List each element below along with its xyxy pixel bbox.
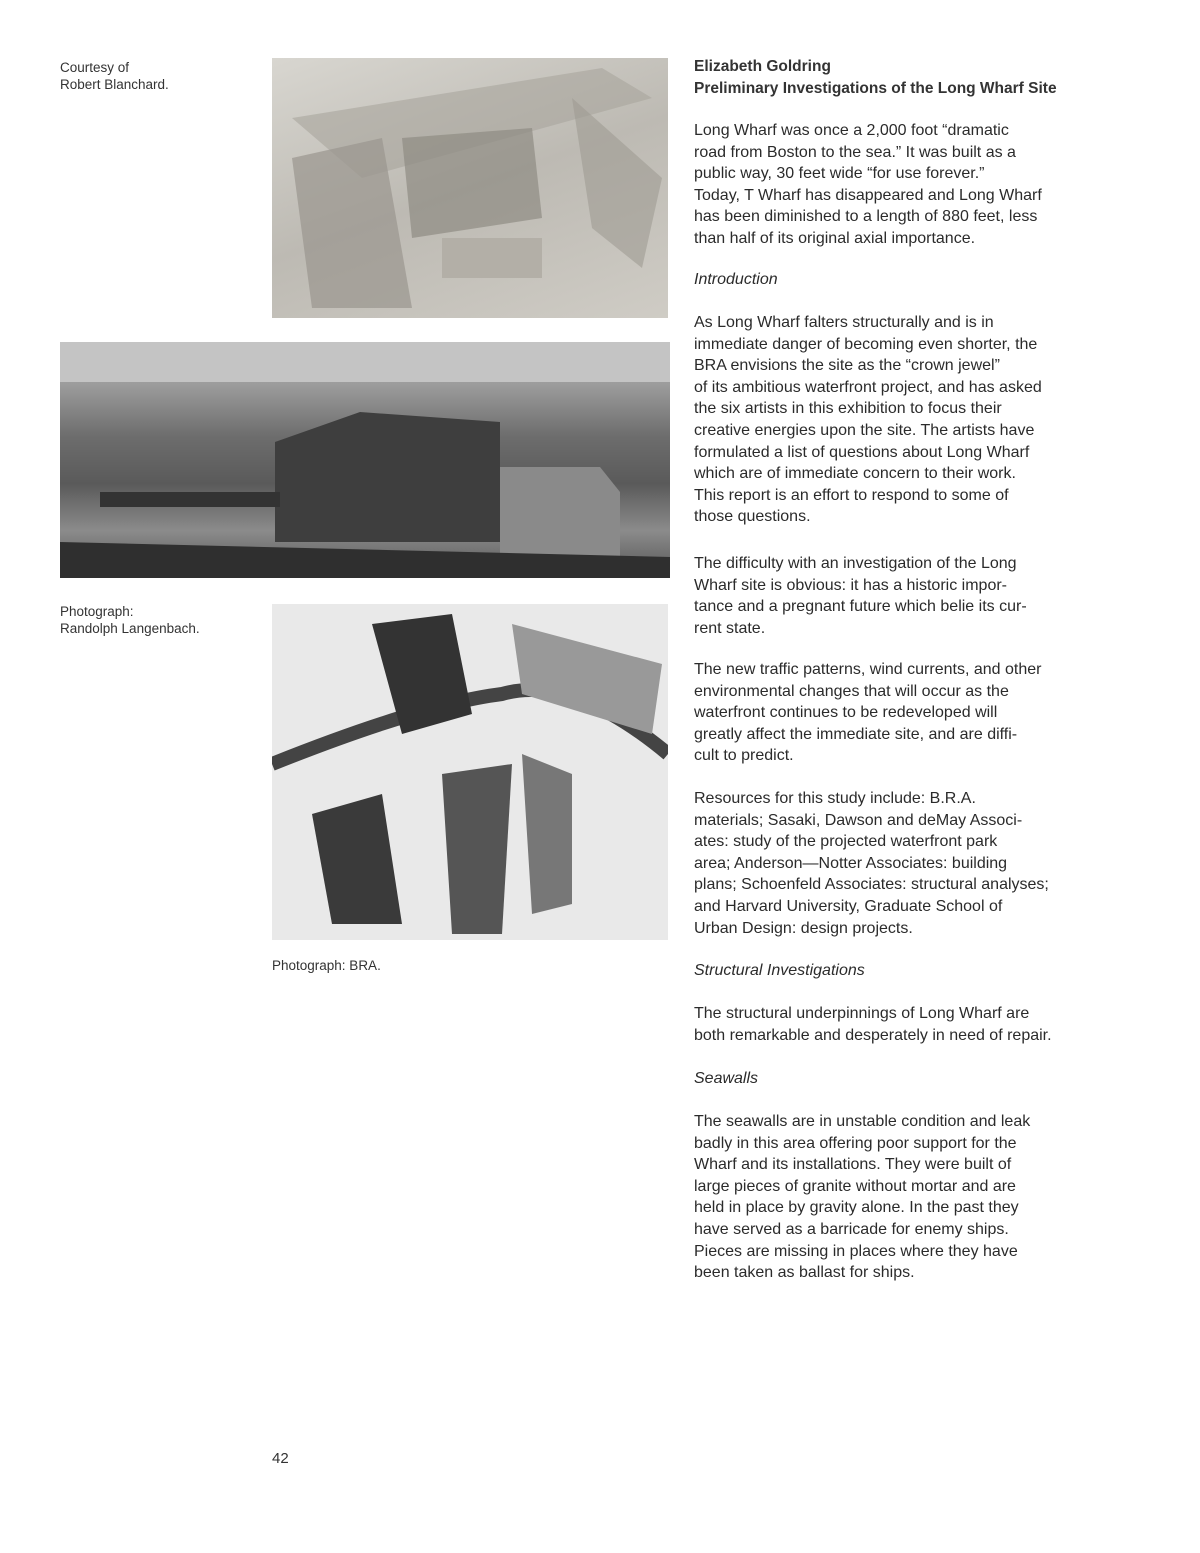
text-line: plans; Schoenfeld Associates: structural analyses; — [694, 876, 1049, 894]
paragraph-2 — [694, 312, 1104, 528]
map-drawing — [272, 604, 668, 940]
credit-line: Photograph: — [60, 604, 134, 619]
text-line: The difficulty with an investigation of the Long — [694, 555, 1017, 572]
text-line: formulated a list of questions about Long Wharf — [694, 443, 1030, 461]
text-line: Pieces are missing in places where they have — [694, 1242, 1018, 1260]
paragraph-1 — [694, 120, 1104, 250]
wharf-sketch-image — [272, 58, 668, 318]
text-line: As Long Wharf falters structurally and is in — [694, 314, 994, 331]
sketch-drawing — [272, 58, 668, 318]
text-line: and Harvard University, Graduate School of — [694, 897, 1003, 915]
text-line: than half of its original axial importance. — [694, 229, 976, 247]
credit-line: Robert Blanchard. — [60, 77, 169, 92]
text-line: tance and a pregnant future which belie its cur- — [694, 598, 1027, 616]
article-header — [694, 56, 1104, 99]
paragraph-4 — [694, 659, 1104, 767]
text-line: BRA envisions the site as the “crown jewel” — [694, 357, 1000, 375]
text-line: rent state. — [694, 619, 766, 637]
text-line: road from Boston to the sea.” It was built as a — [694, 143, 1016, 161]
paragraph-5 — [694, 788, 1104, 939]
text-line: ates: study of the projected waterfront park — [694, 833, 998, 851]
photo-credit — [60, 603, 200, 637]
heading-introduction: Introduction — [694, 271, 778, 288]
text-line: which are of immediate concern to their work. — [694, 465, 1016, 483]
credit-line: Randolph Langenbach. — [60, 621, 200, 636]
text-line: the six artists in this exhibition to focus their — [694, 400, 1002, 418]
text-line: been taken as ballast for ships. — [694, 1264, 915, 1282]
heading-seawalls: Seawalls — [694, 1070, 759, 1087]
text-line: large pieces of granite without mortar and are — [694, 1177, 1016, 1195]
text-line: immediate danger of becoming even shorter, the — [694, 335, 1038, 353]
text-line: greatly affect the immediate site, and are diffi- — [694, 725, 1018, 743]
paragraph-3 — [694, 553, 1104, 639]
text-line: Resources for this study include: B.R.A. — [694, 790, 976, 807]
text-line: Long Wharf was once a 2,000 foot “dramatic — [694, 122, 1009, 139]
text-line: public way, 30 feet wide “for use forever.” — [694, 165, 985, 183]
text-line: have served as a barricade for enemy ships. — [694, 1220, 1009, 1238]
text-line: waterfront continues to be redeveloped will — [694, 704, 998, 722]
wharf-aerial-photo — [60, 342, 670, 578]
text-line: those questions. — [694, 508, 811, 526]
text-line: area; Anderson—Notter Associates: building — [694, 854, 1008, 872]
text-line: environmental changes that will occur as the — [694, 682, 1009, 700]
text-line: held in place by gravity alone. In the past they — [694, 1199, 1019, 1217]
credit-line: Courtesy of — [60, 60, 130, 75]
text-line: Wharf site is obvious: it has a historic impor- — [694, 576, 1007, 594]
sketch-credit — [60, 59, 169, 93]
map-credit: Photograph: BRA. — [272, 958, 381, 973]
heading-structural-investigations: Structural Investigations — [694, 962, 865, 979]
article-title: Preliminary Investigations of the Long Wharf Site — [694, 79, 1057, 97]
site-plan-map — [272, 604, 668, 940]
text-line: The structural underpinnings of Long Wharf are — [694, 1005, 1030, 1022]
text-line: The seawalls are in unstable condition and leak — [694, 1113, 1031, 1130]
text-line: The new traffic patterns, wind currents, and other — [694, 661, 1042, 678]
text-line: has been diminished to a length of 880 feet, less — [694, 208, 1038, 226]
text-line: Today, T Wharf has disappeared and Long Wharf — [694, 186, 1042, 204]
author: Elizabeth Goldring — [694, 58, 831, 75]
text-line: This report is an effort to respond to some of — [694, 486, 1009, 504]
text-line: both remarkable and desperately in need of repair. — [694, 1026, 1052, 1044]
text-line: creative energies upon the site. The artists have — [694, 421, 1035, 439]
text-line: Wharf and its installations. They were built of — [694, 1156, 1012, 1174]
text-line: Urban Design: design projects. — [694, 919, 913, 937]
text-line: cult to predict. — [694, 747, 794, 765]
page-number: 42 — [272, 1450, 289, 1467]
text-line: materials; Sasaki, Dawson and deMay Associ- — [694, 811, 1023, 829]
photo-drawing — [60, 342, 670, 578]
paragraph-6 — [694, 1003, 1104, 1046]
paragraph-7 — [694, 1111, 1104, 1284]
text-line: badly in this area offering poor support for the — [694, 1134, 1017, 1152]
text-line: of its ambitious waterfront project, and has asked — [694, 378, 1042, 396]
